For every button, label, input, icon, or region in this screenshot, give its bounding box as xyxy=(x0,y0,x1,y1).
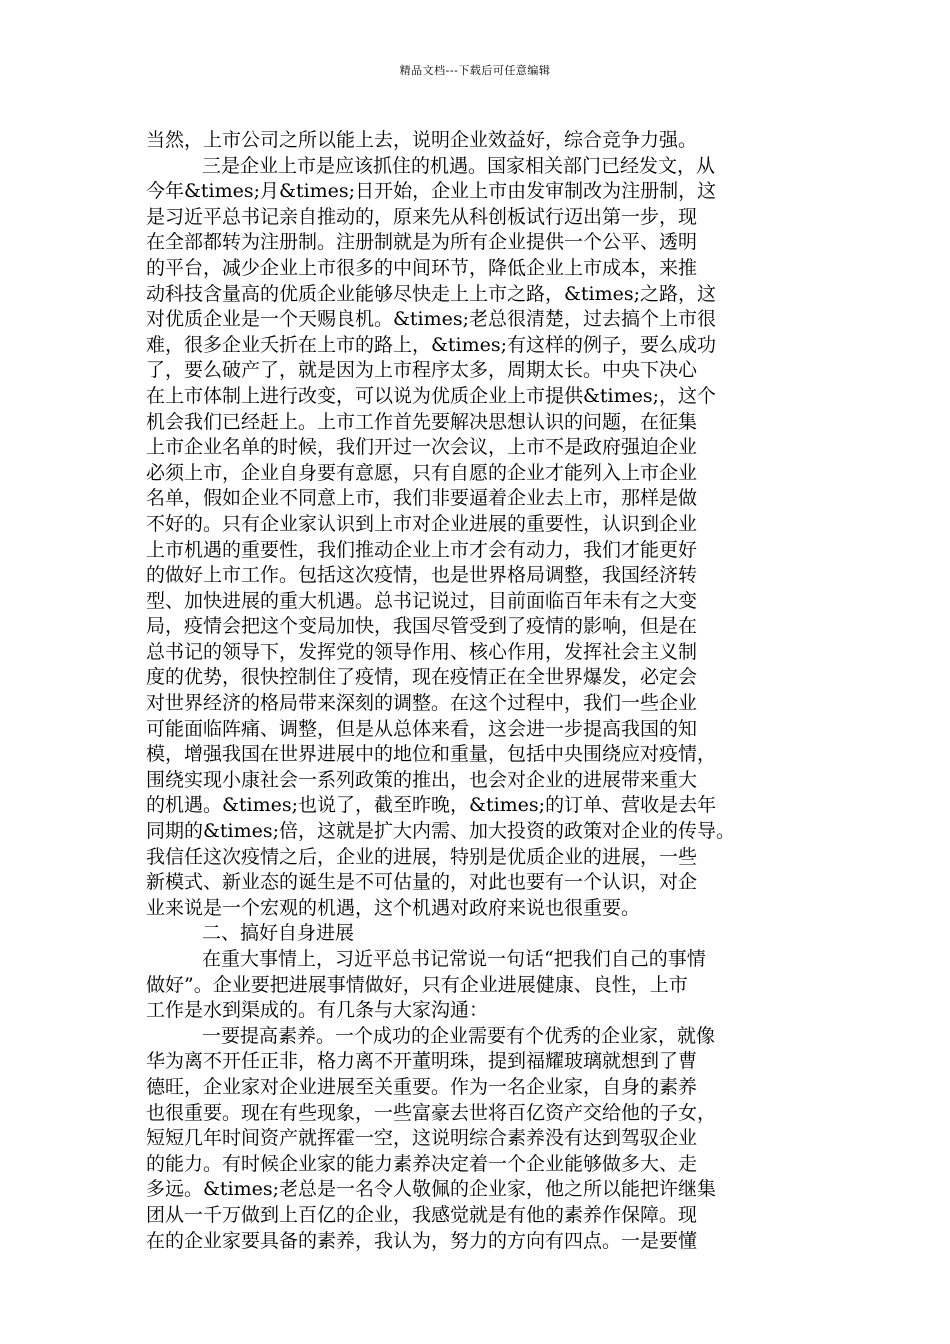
text-line: 在的企业家要具备的素养，我认为，努力的方向有四点。一是要懂 xyxy=(146,1229,698,1252)
text-line: 一要提高素养。一个成功的企业需要有个优秀的企业家，就像 xyxy=(202,1024,716,1047)
text-line: 同期的&times;倍，这就是扩大内需、加大投资的政策对企业的传导。 xyxy=(146,820,736,843)
text-line: 的做好上市工作。包括这次疫情，也是世界格局调整，我国经济转 xyxy=(146,564,698,587)
text-line: 我信任这次疫情之后，企业的进展，特别是优质企业的进展，一些 xyxy=(146,845,698,868)
text-line: 的机遇。&times;也说了，截至昨晚，&times;的订单、营收是去年 xyxy=(146,794,717,817)
document-body xyxy=(146,128,814,1254)
text-line: 在上市体制上进行改变，可以说为优质企业上市提供&times;，这个 xyxy=(146,384,717,407)
text-line: 动科技含量高的优质企业能够尽快走上上市之路，&times;之路，这 xyxy=(146,282,717,305)
text-line: 三是企业上市是应该抓住的机遇。国家相关部门已经发文，从 xyxy=(202,154,716,177)
text-line: 的平台，减少企业上市很多的中间环节，降低企业上市成本，来推 xyxy=(146,256,698,279)
text-line: 模，增强我国在世界进展中的地位和重量，包括中央围绕应对疫情， xyxy=(146,743,717,766)
text-line: 是习近平总书记亲自推动的，原来先从科创板试行迈出第一步，现 xyxy=(146,205,698,228)
text-line: 团从一千万做到上百亿的企业，我感觉就是有他的素养作保障。现 xyxy=(146,1203,698,1226)
text-line: 可能面临阵痛、调整，但是从总体来看，这会进一步提高我国的知 xyxy=(146,717,698,740)
text-line: 围绕实现小康社会一系列政策的推出，也会对企业的进展带来重大 xyxy=(146,768,698,791)
text-line: 也很重要。现在有些现象，一些富豪去世将百亿资产交给他的子女， xyxy=(146,1101,717,1124)
text-line: 了，要么破产了，就是因为上市程序太多，周期太长。中央下决心 xyxy=(146,359,698,382)
text-line: 局，疫情会把这个变局加快，我国尽管受到了疫情的影响，但是在 xyxy=(146,615,698,638)
text-line: 不好的。只有企业家认识到上市对企业进展的重要性，认识到企业 xyxy=(146,512,698,535)
text-line: 机会我们已经赶上。上市工作首先要解决思想认识的问题，在征集 xyxy=(146,410,698,433)
text-line: 多远。&times;老总是一名令人敬佩的企业家，他之所以能把许继集 xyxy=(146,1178,717,1201)
text-line: 上市企业名单的时候，我们开过一次会议，上市不是政府强迫企业 xyxy=(146,436,698,459)
text-line: 必须上市，企业自身要有意愿，只有自愿的企业才能列入上市企业 xyxy=(146,461,698,484)
text-line: 业来说是一个宏观的机遇，这个机遇对政府来说也很重要。 xyxy=(146,896,641,919)
text-line: 总书记的领导下，发挥党的领导作用、核心作用，发挥社会主义制 xyxy=(146,640,698,663)
text-line: 今年&times;月&times;日开始，企业上市由发审制改为注册制，这 xyxy=(146,180,717,203)
text-line: 当然，上市公司之所以能上去，说明企业效益好，综合竞争力强。 xyxy=(146,129,698,151)
text-line: 在全部都转为注册制。注册制就是为所有企业提供一个公平、透明 xyxy=(146,231,698,254)
text-line: 做好”。企业要把进展事情做好，只有企业进展健康、良性，上市 xyxy=(146,973,688,996)
text-line: 华为离不开任正非，格力离不开董明珠，提到福耀玻璃就想到了曹 xyxy=(146,1050,698,1073)
text-line: 二、搞好自身进展 xyxy=(202,922,355,945)
text-line: 工作是水到渠成的。有几条与大家沟通： xyxy=(146,999,489,1022)
page-header: 精品文档---下载后可任意编辑 xyxy=(399,64,551,77)
text-line: 型、加快进展的重大机遇。总书记说过，目前面临百年未有之大变 xyxy=(146,589,698,612)
text-line: 新模式、新业态的诞生是不可估量的，对此也要有一个认识，对企 xyxy=(146,871,698,894)
text-line: 在重大事情上，习近平总书记常说一句话“把我们自己的事情 xyxy=(202,948,706,970)
text-line: 短短几年时间资产就挥霍一空，这说明综合素养没有达到驾驭企业 xyxy=(146,1127,698,1150)
text-line: 度的优势，很快控制住了疫情，现在疫情正在全世界爆发，必定会 xyxy=(146,666,698,689)
text-line: 难，很多企业夭折在上市的路上，&times;有这样的例子，要么成功 xyxy=(146,333,717,356)
text-line: 对世界经济的格局带来深刻的调整。在这个过程中，我们一些企业 xyxy=(146,692,698,715)
text-line: 德旺，企业家对企业进展至关重要。作为一名企业家，自身的素养 xyxy=(146,1075,698,1098)
text-line: 名单，假如企业不同意上市，我们非要逼着企业去上市，那样是做 xyxy=(146,487,698,510)
text-line: 上市机遇的重要性，我们推动企业上市才会有动力，我们才能更好 xyxy=(146,538,698,561)
text-line: 对优质企业是一个天赐良机。&times;老总很清楚，过去搞个上市很 xyxy=(146,308,717,331)
text-line: 的能力。有时候企业家的能力素养决定着一个企业能够做多大、走 xyxy=(146,1152,698,1175)
